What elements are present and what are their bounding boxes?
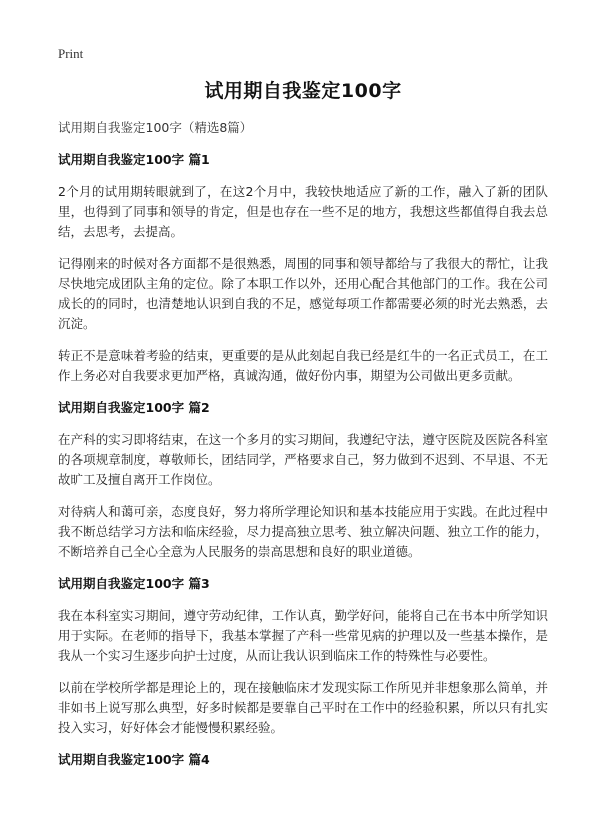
page-title: 试用期自我鉴定100字 xyxy=(204,80,402,102)
paragraph: 我在本科室实习期间，遵守劳动纪律，工作认真，勤学好问，能将自己在书本中所学知识用于实际。在老师的指导下，我基本掌握了产科一些常见病的护理以及一些基本操作，是我从一个实习生逐步向护士过度，从而让我认识到临床工作的特殊性与必要性。 xyxy=(58,608,548,663)
section-3 xyxy=(58,574,548,738)
section-1 xyxy=(58,150,548,386)
section-4 xyxy=(58,750,548,770)
document-subtitle: 试用期自我鉴定100字（精选8篇） xyxy=(58,120,253,135)
print-link[interactable]: Print xyxy=(58,46,84,61)
paragraph: 对待病人和蔼可亲，态度良好，努力将所学理论知识和基本技能应用于实践。在此过程中我不断总结学习方法和临床经验，尽力提高独立思考、独立解决问题、独立工作的能力，不断培养自己全心全意为人民服务的崇高思想和良好的职业道德。 xyxy=(58,504,548,559)
paragraph: 记得刚来的时候对各方面都不是很熟悉，周围的同事和领导都给与了我很大的帮忙，让我尽快地完成团队主角的定位。除了本职工作以外，还用心配合其他部门的工作。我在公司成长的的同时，也清楚地认识到自我的不足，感觉每项工作都需要必须的时光去熟悉，去沉淀。 xyxy=(58,256,548,331)
document-body xyxy=(58,78,548,782)
paragraph: 2个月的试用期转眼就到了，在这2个月中，我较快地适应了新的工作，融入了新的团队里，也得到了同事和领导的肯定，但是也存在一些不足的地方，我想这些都值得自我去总结，去思考，去提高。 xyxy=(58,184,548,239)
section-heading: 试用期自我鉴定100字 篇3 xyxy=(58,576,210,591)
paragraph: 在产科的实习即将结束，在这一个多月的实习期间，我遵纪守法，遵守医院及医院各科室的各项规章制度，尊敬师长，团结同学，严格要求自己，努力做到不迟到、不早退、不无故旷工及擅自离开工作岗位。 xyxy=(58,432,548,487)
section-heading: 试用期自我鉴定100字 篇2 xyxy=(58,400,210,415)
section-2 xyxy=(58,398,548,562)
paragraph: 以前在学校所学都是理论上的，现在接触临床才发现实际工作所见并非想象那么简单，并非如书上说写那么典型，好多时候都是要靠自己平时在工作中的经验积累，所以只有扎实投入实习，好好体会才能慢慢积累经验。 xyxy=(58,680,548,735)
section-heading: 试用期自我鉴定100字 篇1 xyxy=(58,152,210,167)
paragraph: 转正不是意味着考验的结束，更重要的是从此刻起自我已经是红牛的一名正式员工，在工作上务必对自我要求更加严格，真诚沟通，做好份内事，期望为公司做出更多贡献。 xyxy=(58,348,548,383)
section-heading: 试用期自我鉴定100字 篇4 xyxy=(58,752,210,767)
